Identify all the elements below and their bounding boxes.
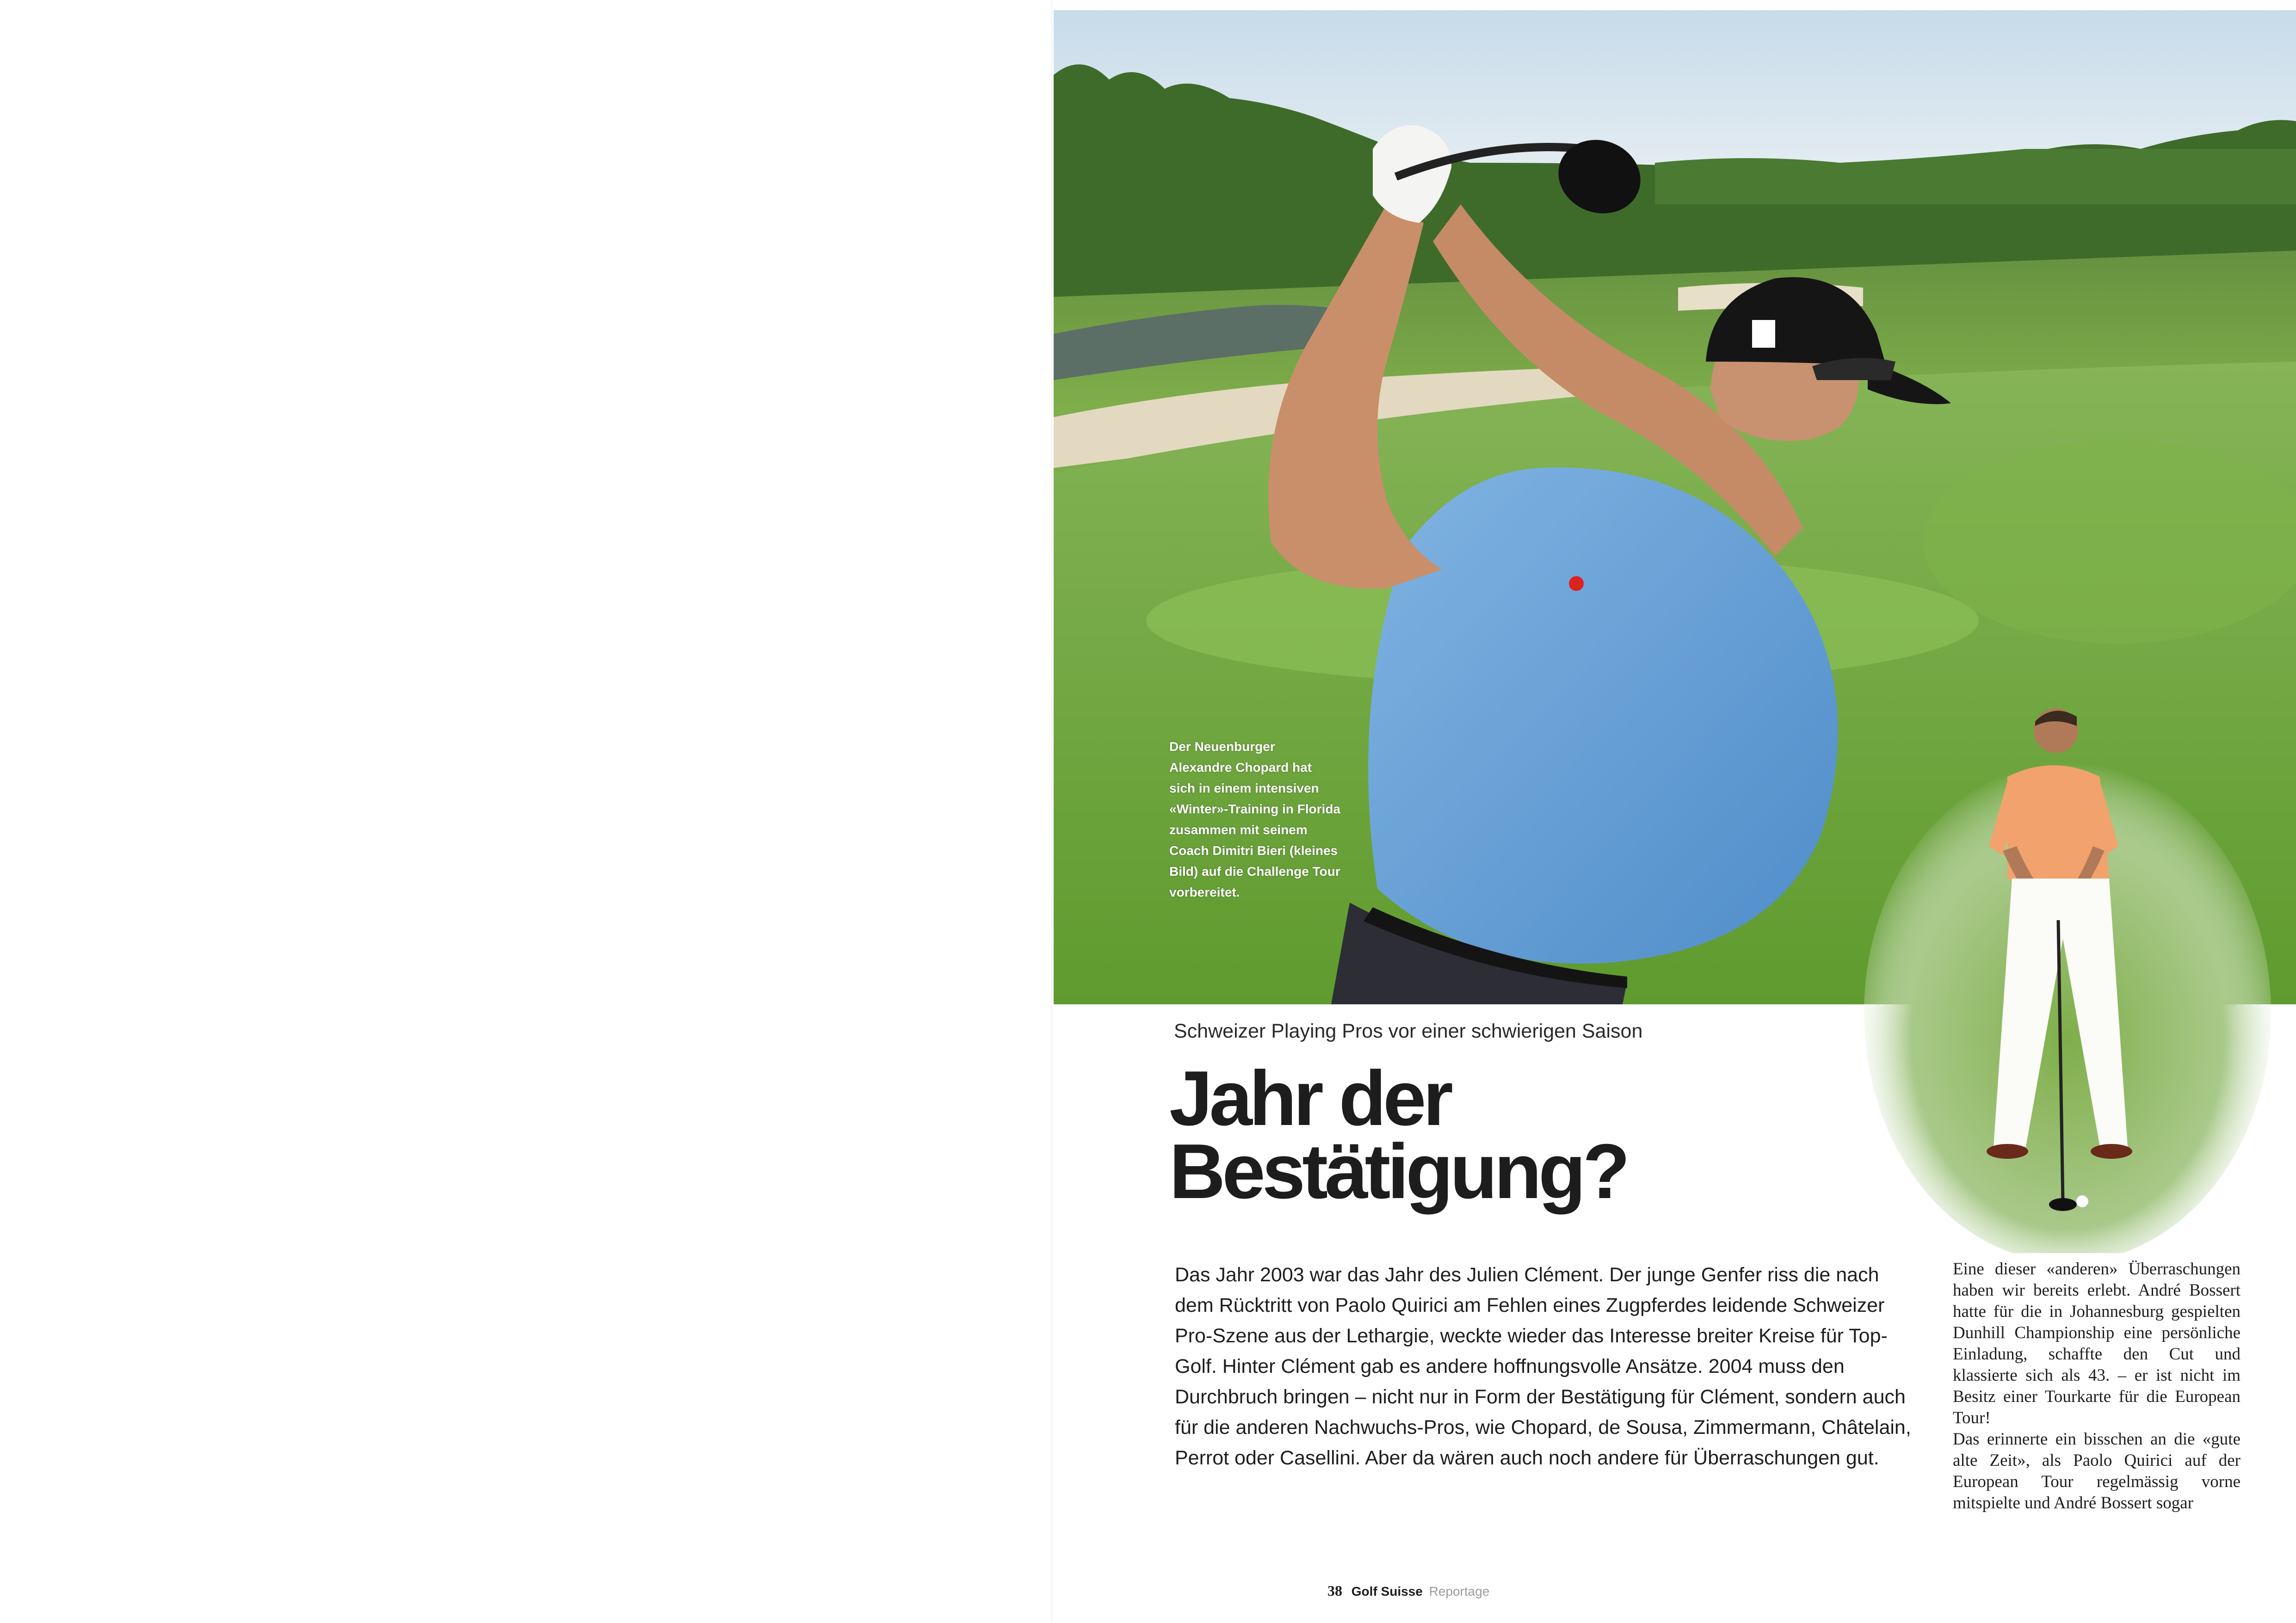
body-column (1953, 1259, 2240, 1514)
lead-paragraph (1175, 1260, 1915, 1473)
inset-photo-coach (1859, 680, 2276, 1253)
headline (1169, 1055, 1863, 1215)
kicker: Schweizer Playing Pros vor einer schwierigen Saison (1174, 1020, 1643, 1042)
body-paragraph-1: Eine dieser «anderen» Überraschungen haben wir bereits erlebt. André Bossert hatte für die in Johannesburg gespielten Dunhill Championship eine persönliche Einladung, schaffte den Cut und klassierte sich als 43. – er ist nicht im Besitz einer Tourkarte für die European Tour! (1953, 1260, 2240, 1427)
headline-line-2: Bestätigung? (1169, 1128, 1627, 1215)
page-number: 38 (1327, 1582, 1342, 1599)
body-paragraph-2: Das erinnerte ein bisschen an die «gute alte Zeit», als Paolo Quirici auf der European Tour regelmässig vorne mitspielte und André Bossert sogar (1953, 1430, 2240, 1512)
headline-line-1: Jahr der (1169, 1055, 1450, 1142)
lead-text: Das Jahr 2003 war das Jahr des Julien Clément. Der junge Genfer riss die nach dem Rücktritt von Paolo Quirici am Fehlen eines Zugpferdes leidende Schweizer Pro-Szene aus der Lethargie, weckte wieder das Interesse breiter Kreise für Top-Golf. Hinter Clément gab es andere hoffnungsvolle Ansätze. 2004 muss den Durchbruch bringen – nicht nur in Form der Bestätigung für Clément, sondern auch für die anderen Nachwuchs-Pros, wie Chopard, de Sousa, Zimmermann, Châtelain, Perrot oder Casellini. Aber da wären auch noch andere für Überraschungen gut. (1175, 1264, 1911, 1469)
photo-caption: Der Neuenburger Alexandre Chopard hat sich in einem intensiven «Winter»-Training in Florida zusammen mit seinem Coach Dimitri Bieri (kleines Bild) auf die Challenge Tour vorbereitet. (1169, 739, 1341, 899)
blank-left-page (0, 0, 1055, 1623)
section-name: Reportage (1429, 1584, 1490, 1598)
magazine-name: Golf Suisse (1351, 1584, 1423, 1598)
page-footer (1327, 1582, 1489, 1599)
